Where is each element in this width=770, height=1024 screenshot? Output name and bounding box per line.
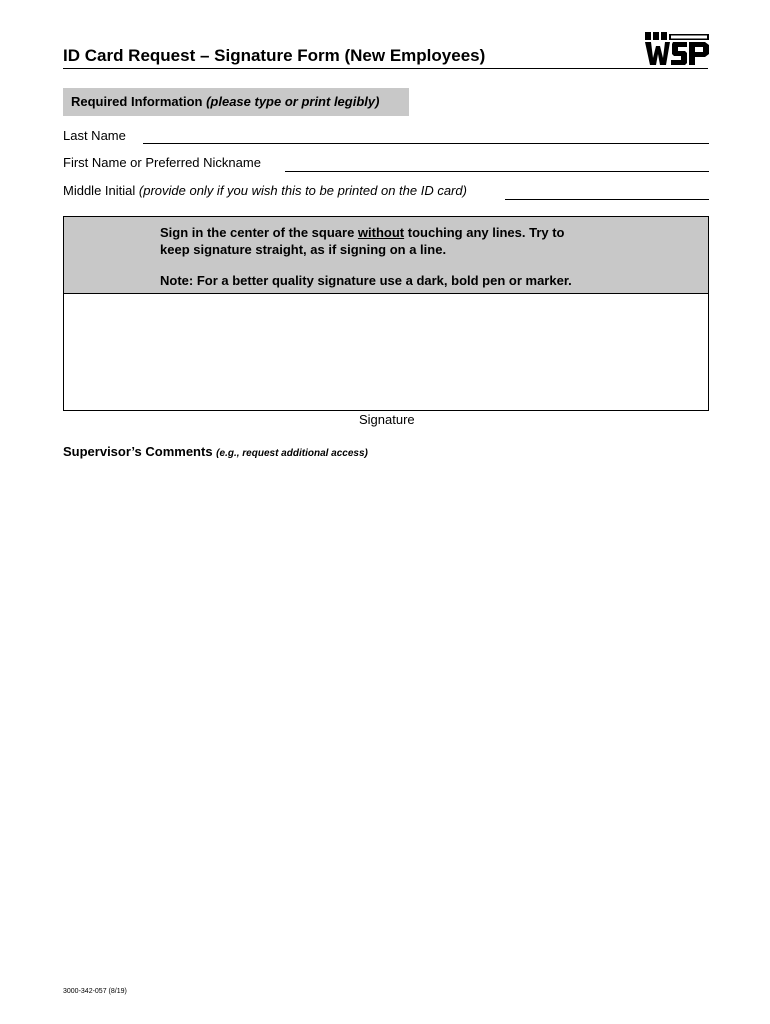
- instruction-emphasis: without: [357, 225, 405, 240]
- wsp-logo: [643, 32, 711, 70]
- signature-label: Signature: [359, 412, 415, 427]
- page-title: ID Card Request – Signature Form (New Employees): [63, 46, 486, 65]
- first-name-label: First Name or Preferred Nickname: [63, 155, 261, 170]
- required-info-heading: [63, 88, 409, 116]
- middle-initial-label-group: [63, 183, 467, 198]
- instruction-line-1: [160, 224, 708, 241]
- middle-initial-field[interactable]: [505, 199, 709, 200]
- middle-initial-note: (provide only if you wish this to be printed on the ID card): [138, 183, 467, 198]
- instruction-note: Note: For a better quality signature use a dark, bold pen or marker.: [160, 273, 572, 288]
- form-number: 3000-342-057 (8/19): [63, 988, 127, 995]
- instruction-text-a: Sign in the center of the square: [160, 225, 358, 240]
- required-info-note: (please type or print legibly): [206, 94, 380, 109]
- supervisor-comments: [63, 444, 368, 459]
- signature-instructions: [63, 216, 709, 294]
- required-info-label: Required Information: [71, 94, 203, 109]
- last-name-label: Last Name: [63, 128, 126, 143]
- middle-initial-label: Middle Initial: [63, 183, 136, 198]
- signature-box[interactable]: [63, 293, 709, 411]
- instruction-line-2: keep signature straight, as if signing on a line.: [160, 242, 447, 257]
- last-name-field[interactable]: [143, 143, 709, 144]
- instruction-text-b: touching any lines. Try to: [404, 225, 565, 240]
- supervisor-comments-label: Supervisor’s Comments: [63, 444, 213, 459]
- first-name-field[interactable]: [285, 171, 709, 172]
- title-rule: [63, 68, 708, 69]
- supervisor-comments-hint: (e.g., request additional access): [216, 448, 368, 459]
